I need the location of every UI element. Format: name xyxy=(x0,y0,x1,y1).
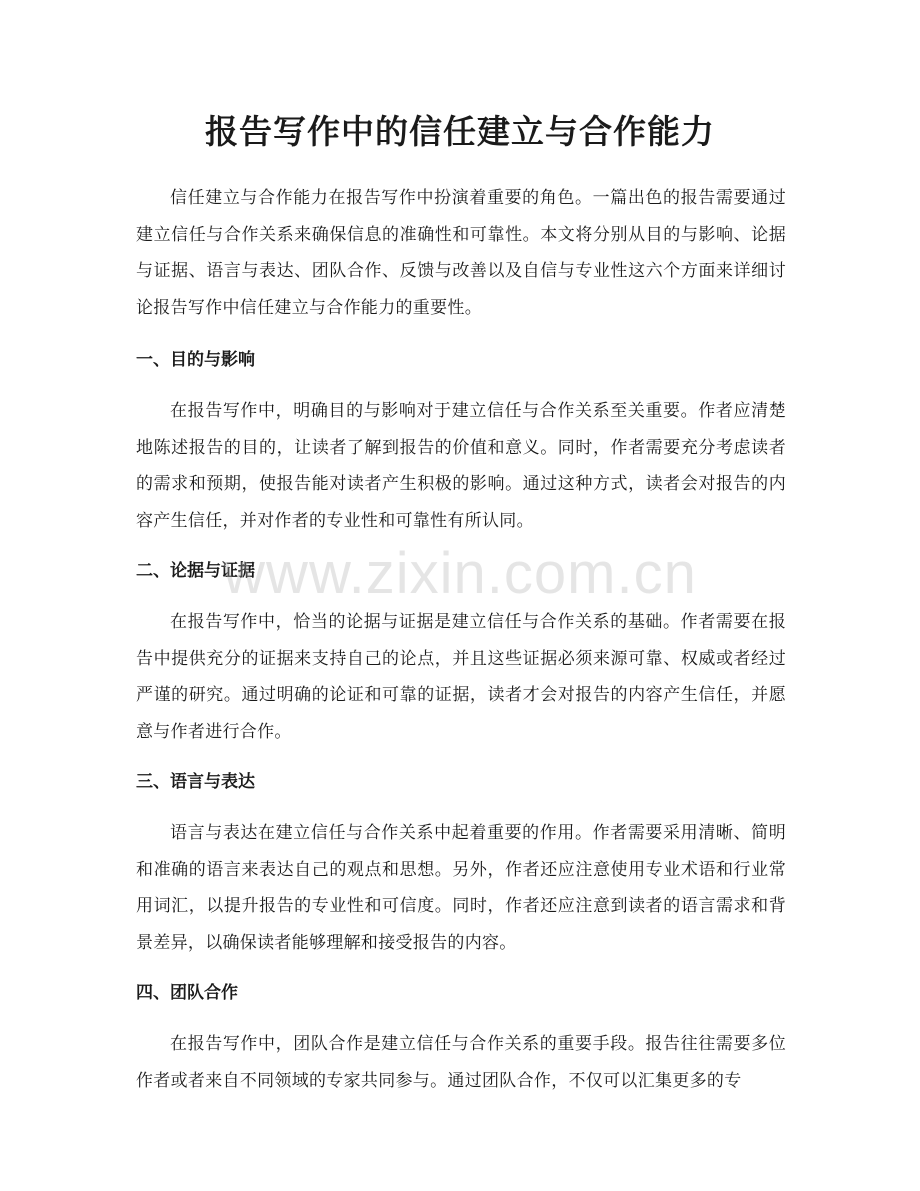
document-body xyxy=(136,180,786,1099)
section-4-paragraph: 在报告写作中，团队合作是建立信任与合作关系的重要手段。报告往往需要多位作者或者来自不同领域的专家共同参与。通过团队合作，不仅可以汇集更多的专 xyxy=(136,1034,786,1091)
intro-paragraph: 信任建立与合作能力在报告写作中扮演着重要的角色。一篇出色的报告需要通过建立信任与合作关系来确保信息的准确性和可靠性。本文将分别从目的与影响、论据与证据、语言与表达、团队合作、反馈与改善以及自信与专业性这六个方面来详细讨论报告写作中信任建立与合作能力的重要性。 xyxy=(136,188,786,318)
section-3-heading: 三、语言与表达 xyxy=(136,772,255,792)
watermark-text: www.zixin.com.cn xyxy=(223,541,697,606)
section-2-paragraph: 在报告写作中，恰当的论据与证据是建立信任与合作关系的基础。作者需要在报告中提供充分的证据来支持自己的论点，并且这些证据必须来源可靠、权威或者经过严谨的研究。通过明确的论证和可靠的证据，读者才会对报告的内容产生信任，并愿意与作者进行合作。 xyxy=(136,612,786,742)
section-4-heading: 四、团队合作 xyxy=(136,983,238,1003)
section-2-heading: 二、论据与证据 xyxy=(136,561,255,581)
section-1-heading: 一、目的与影响 xyxy=(136,350,255,370)
section-1-paragraph: 在报告写作中，明确目的与影响对于建立信任与合作关系至关重要。作者应清楚地陈述报告的目的，让读者了解到报告的价值和意义。同时，作者需要充分考虑读者的需求和预期，使报告能对读者产生积极的影响。通过这种方式，读者会对报告的内容产生信任，并对作者的专业性和可靠性有所认同。 xyxy=(136,401,786,531)
document-title: 报告写作中的信任建立与合作能力 xyxy=(205,112,715,151)
section-3-paragraph: 语言与表达在建立信任与合作关系中起着重要的作用。作者需要采用清晰、简明和准确的语言来表达自己的观点和思想。另外，作者还应注意使用专业术语和行业常用词汇，以提升报告的专业性和可信度。同时，作者还应注意到读者的语言需求和背景差异，以确保读者能够理解和接受报告的内容。 xyxy=(136,823,786,953)
